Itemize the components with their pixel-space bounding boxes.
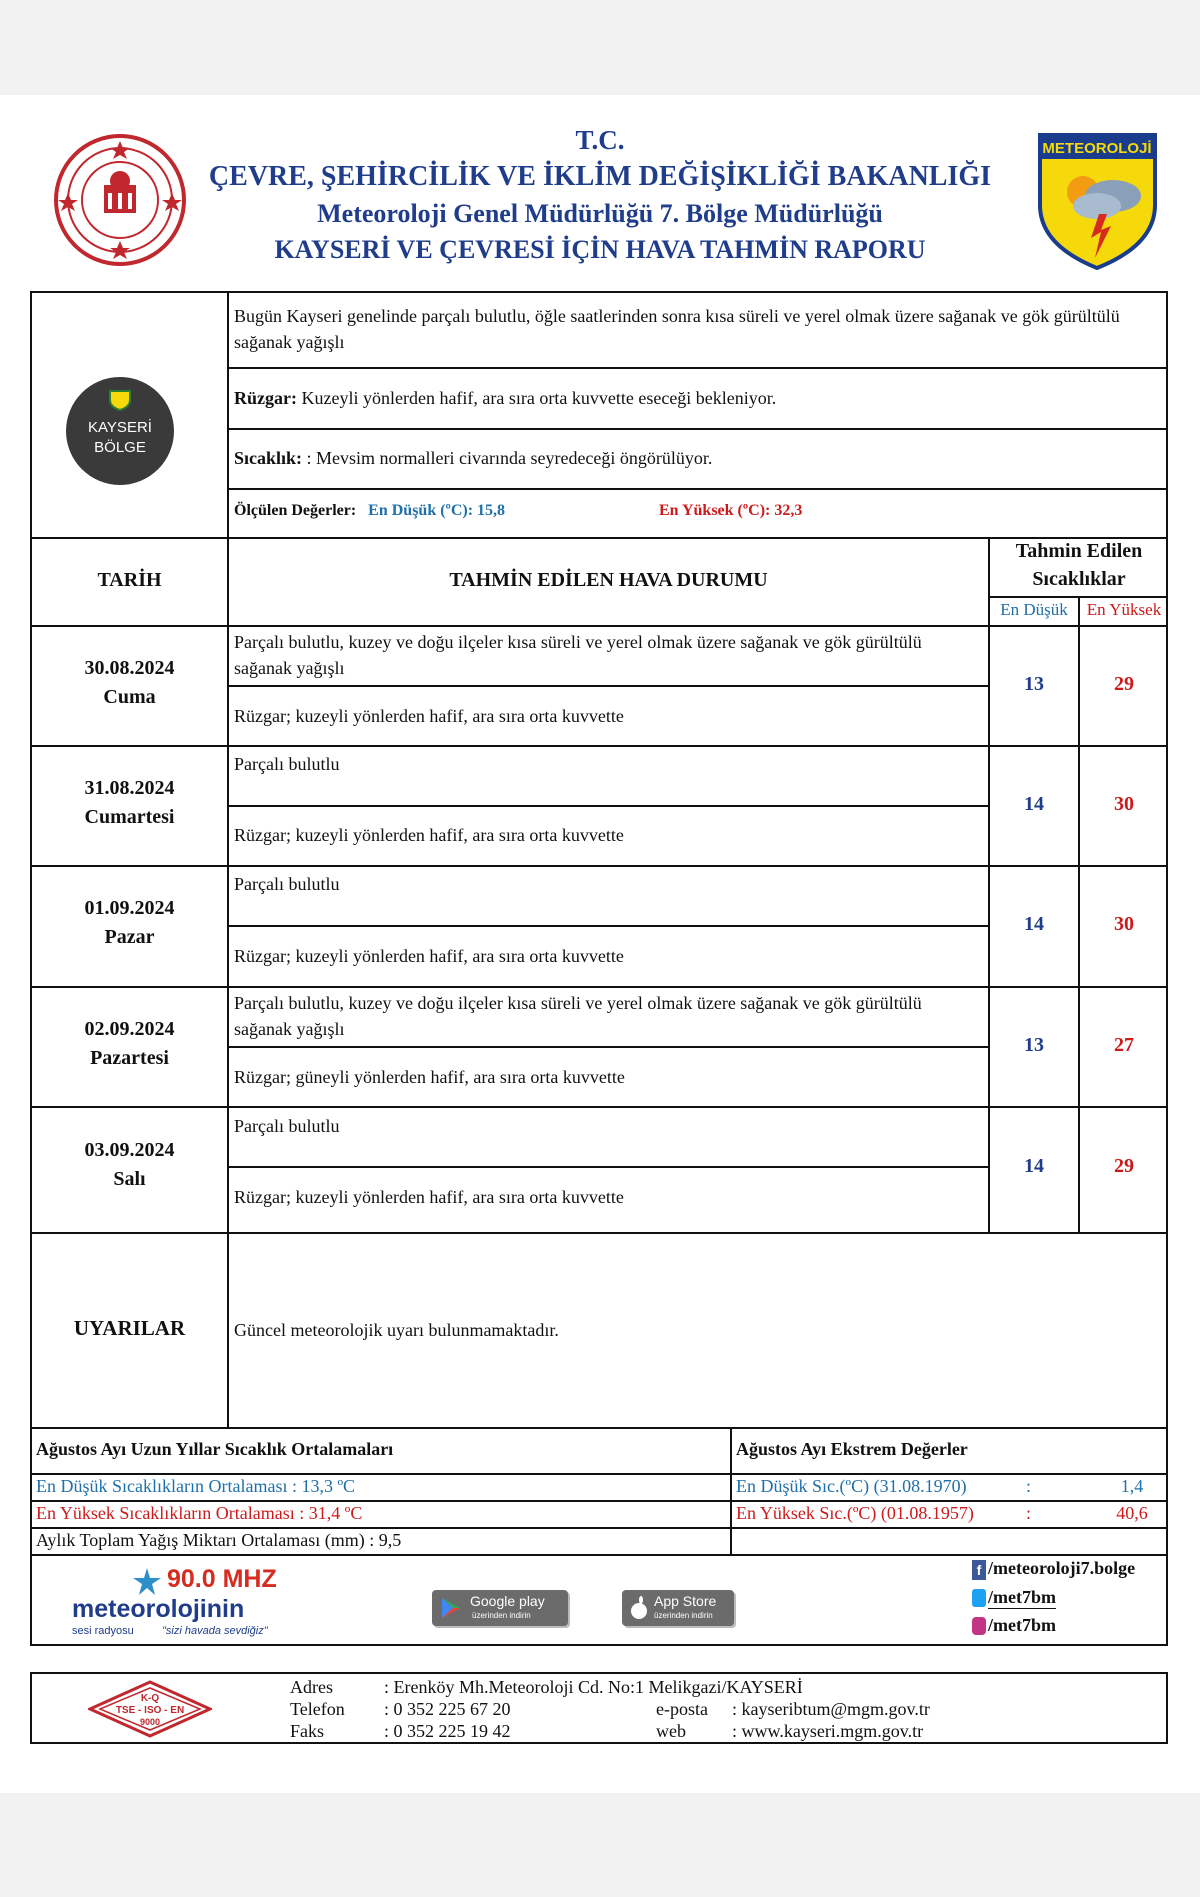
temperature-column-header: Tahmin Edilen Sıcaklıklar	[1015, 540, 1143, 590]
google-play-title: Google play	[470, 1593, 545, 1609]
cert-mid-text: TSE - ISO - EN	[115, 1705, 185, 1716]
average-rainfall: Aylık Toplam Yağış Miktarı Ortalaması (mm) : 9,5	[36, 1530, 402, 1550]
day-3-weather: Parçalı bulutlu	[234, 874, 340, 894]
instagram-link[interactable]: /met7bm	[988, 1615, 1056, 1635]
day-3-max: 30	[1114, 913, 1134, 935]
measured-max: En Yüksek (ºC): 32,3	[659, 502, 803, 519]
radio-logo	[72, 1561, 302, 1643]
app-store-button[interactable]	[622, 1590, 734, 1626]
web-label: web	[656, 1721, 686, 1741]
day-2-weather: Parçalı bulutlu	[234, 754, 340, 774]
day-1-min: 13	[1024, 673, 1044, 695]
day-2-date: 31.08.2024 Cumartesi	[84, 777, 175, 828]
report-header	[0, 95, 1200, 285]
cert-top-text: K-Q	[140, 1693, 160, 1704]
header-line-1: T.C.	[575, 125, 625, 155]
badge-line-1: KAYSERİ	[88, 419, 152, 436]
facebook-link[interactable]: /meteoroloji7.bolge	[988, 1558, 1136, 1578]
app-store-title: App Store	[654, 1593, 717, 1609]
day-5-min: 14	[1024, 1155, 1044, 1177]
phone-value: : 0 352 225 67 20	[384, 1699, 511, 1719]
day-1-max: 29	[1114, 673, 1134, 695]
day-3-min: 14	[1024, 913, 1044, 935]
day-1-wind: Rüzgar; kuzeyli yönlerden hafif, ara sıra orta kuvvette	[234, 706, 624, 726]
day-5-weather: Parçalı bulutlu	[234, 1116, 340, 1136]
extreme-max-value: 40,6	[1116, 1503, 1148, 1523]
forecast-table	[30, 291, 1168, 1646]
wind-label: Rüzgar:	[234, 388, 297, 408]
twitter-link[interactable]: /met7bm	[988, 1587, 1056, 1607]
shield-icon	[108, 389, 132, 411]
forecast-column-header: TAHMİN EDİLEN HAVA DURUMU	[449, 569, 768, 591]
day-3-wind: Rüzgar; kuzeyli yönlerden hafif, ara sıra orta kuvvette	[234, 946, 624, 966]
kayseri-bolge-badge	[66, 377, 174, 485]
email-value[interactable]: : kayseribtum@mgm.gov.tr	[732, 1699, 930, 1719]
address-value: : Erenköy Mh.Meteoroloji Cd. No:1 Melikgazi/KAYSERİ	[384, 1677, 803, 1697]
tse-certification-icon	[88, 1680, 212, 1738]
badge-line-2: BÖLGE	[94, 439, 146, 456]
apple-icon	[629, 1596, 649, 1620]
cert-bottom-text: 9000	[139, 1717, 161, 1727]
average-max-temperature: En Yüksek Sıcaklıkların Ortalaması : 31,4 ºC	[36, 1503, 363, 1523]
day-5-date: 03.09.2024 Salı	[84, 1139, 175, 1190]
extreme-min-label: En Düşük Sıc.(ºC) (31.08.1970)	[736, 1476, 967, 1496]
warnings-label: UYARILAR	[73, 1316, 186, 1340]
extreme-max-colon: :	[1026, 1503, 1032, 1523]
radio-subtitle: sesi radyosu	[72, 1625, 134, 1637]
date-column-header: TARİH	[97, 569, 162, 591]
app-store-subtitle: üzerinden indirin	[654, 1611, 713, 1620]
twitter-icon	[972, 1589, 986, 1607]
google-play-subtitle: üzerinden indirin	[472, 1611, 531, 1620]
temperature-label: Sıcaklık:	[234, 448, 303, 468]
day-2-wind: Rüzgar; kuzeyli yönlerden hafif, ara sıra orta kuvvette	[234, 825, 624, 845]
warnings-text: Güncel meteorolojik uyarı bulunmamaktadır.	[234, 1320, 559, 1340]
contact-footer	[30, 1672, 1168, 1744]
wind-summary	[234, 385, 1164, 411]
day-4-max: 27	[1114, 1034, 1134, 1056]
day-3-date: 01.09.2024 Pazar	[84, 897, 175, 948]
meteoroloji-logo-text: METEOROLOJİ	[1042, 140, 1152, 157]
wind-text: Kuzeyli yönlerden hafif, ara sıra orta kuvvette eseceği bekleniyor.	[296, 388, 777, 408]
meteoroloji-logo-icon	[1035, 130, 1160, 270]
day-4-min: 13	[1024, 1034, 1044, 1056]
phone-label: Telefon	[290, 1699, 345, 1719]
day-1-date: 30.08.2024 Cuma	[84, 657, 175, 708]
day-4-wind: Rüzgar; güneyli yönlerden hafif, ara sıra orta kuvvette	[234, 1067, 625, 1087]
star-icon	[132, 1567, 162, 1597]
fax-value: : 0 352 225 19 42	[384, 1721, 511, 1741]
extreme-min-colon: :	[1026, 1476, 1032, 1496]
day-5-max: 29	[1114, 1155, 1134, 1177]
radio-tagline: "sizi havada sevdiğiz"	[162, 1625, 268, 1637]
day-2-min: 14	[1024, 793, 1044, 815]
google-play-button[interactable]	[432, 1590, 568, 1626]
web-value[interactable]: : www.kayseri.mgm.gov.tr	[732, 1721, 924, 1741]
climate-extremes-title: Ağustos Ayı Ekstrem Değerler	[736, 1439, 968, 1459]
day-1-weather: Parçalı bulutlu, kuzey ve doğu ilçeler kısa süreli ve yerel olmak üzere sağanak ve gök gürültülü sağanak yağışlı	[234, 632, 922, 678]
social-links	[972, 1558, 1168, 1646]
radio-name: meteorolojinin	[72, 1595, 245, 1623]
temperature-text: : Mevsim normalleri civarında seyredeceği öngörülüyor.	[302, 448, 713, 468]
general-forecast: Bugün Kayseri genelinde parçalı bulutlu, öğle saatlerinden sonra kısa süreli ve yerel olmak üzere sağanak ve gök gürültülü sağanak yağışlı	[234, 306, 1120, 352]
ministry-seal-icon	[42, 133, 197, 268]
min-column-header: En Düşük	[1000, 600, 1068, 619]
facebook-icon: f	[972, 1560, 986, 1580]
radio-frequency: 90.0 MHZ	[167, 1565, 277, 1593]
address-label: Adres	[290, 1677, 333, 1697]
day-5-wind: Rüzgar; kuzeyli yönlerden hafif, ara sıra orta kuvvette	[234, 1187, 624, 1207]
ministry-name: ÇEVRE, ŞEHİRCİLİK VE İKLİM DEĞİŞİKLİĞİ BAKANLIĞI	[208, 161, 992, 192]
fax-label: Faks	[290, 1721, 325, 1741]
average-min-temperature: En Düşük Sıcaklıkların Ortalaması : 13,3 ºC	[36, 1476, 356, 1496]
measured-values	[234, 498, 1164, 524]
email-label: e-posta	[656, 1699, 708, 1719]
report-title: KAYSERİ VE ÇEVRESİ İÇİN HAVA TAHMİN RAPORU	[274, 235, 926, 264]
extreme-min-value: 1,4	[1120, 1476, 1144, 1496]
google-play-icon	[440, 1597, 462, 1619]
day-4-weather: Parçalı bulutlu, kuzey ve doğu ilçeler kısa süreli ve yerel olmak üzere sağanak ve gök gürültülü sağanak yağışlı	[234, 993, 922, 1039]
day-2-max: 30	[1114, 793, 1134, 815]
instagram-icon	[972, 1617, 986, 1635]
day-4-date: 02.09.2024 Pazartesi	[84, 1018, 175, 1069]
directorate-name: Meteoroloji Genel Müdürlüğü 7. Bölge Müdürlüğü	[317, 199, 883, 228]
measured-min: En Düşük (ºC): 15,8	[368, 502, 506, 519]
measured-label: Ölçülen Değerler:	[234, 502, 357, 519]
climate-averages-title: Ağustos Ayı Uzun Yıllar Sıcaklık Ortalamaları	[36, 1439, 394, 1459]
max-column-header: En Yüksek	[1086, 600, 1162, 619]
extreme-max-label: En Yüksek Sıc.(ºC) (01.08.1957)	[736, 1503, 974, 1523]
temperature-summary	[234, 445, 1164, 471]
report-page	[0, 95, 1200, 1793]
